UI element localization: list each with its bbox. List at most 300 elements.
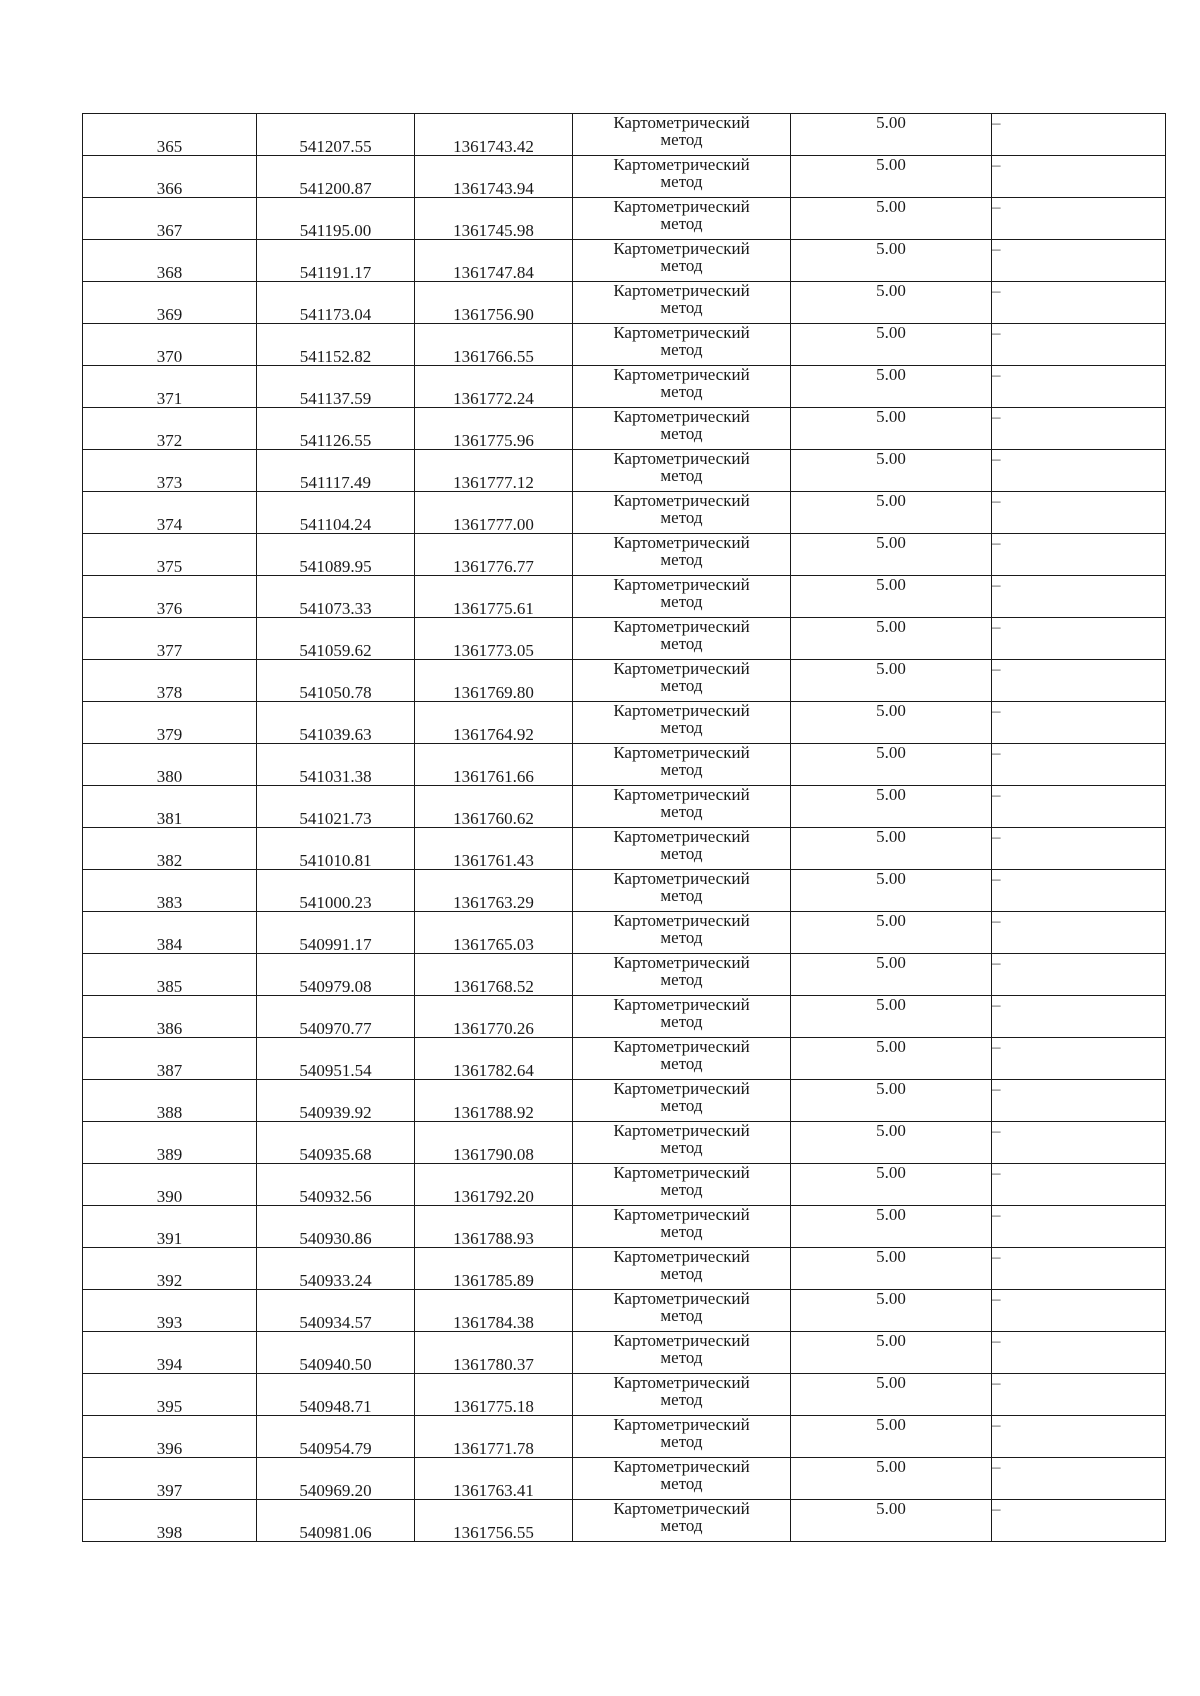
x-coordinate-cell: 541191.17 [257, 240, 415, 282]
point-number-cell: 398 [83, 1500, 257, 1542]
method-line-2: метод [660, 1096, 703, 1115]
note-cell: – [992, 870, 1166, 912]
method-cell [573, 954, 791, 996]
method-cell [573, 1206, 791, 1248]
table-row [83, 1248, 1166, 1290]
y-coordinate-cell: 1361790.08 [415, 1122, 573, 1164]
y-coordinate-cell: 1361780.37 [415, 1332, 573, 1374]
method-line-2: метод [660, 382, 703, 401]
accuracy-cell: 5.00 [791, 1374, 992, 1416]
x-coordinate-cell: 541126.55 [257, 408, 415, 450]
method-line-2: метод [660, 886, 703, 905]
accuracy-cell: 5.00 [791, 450, 992, 492]
accuracy-cell: 5.00 [791, 534, 992, 576]
y-coordinate-cell: 1361769.80 [415, 660, 573, 702]
point-number-cell: 365 [83, 114, 257, 156]
method-line-2: метод [660, 802, 703, 821]
note-cell: – [992, 1080, 1166, 1122]
accuracy-cell: 5.00 [791, 702, 992, 744]
point-number-cell: 367 [83, 198, 257, 240]
table-row [83, 954, 1166, 996]
x-coordinate-cell: 540969.20 [257, 1458, 415, 1500]
table-row [83, 1206, 1166, 1248]
method-line-2: метод [660, 1432, 703, 1451]
accuracy-cell: 5.00 [791, 198, 992, 240]
method-cell [573, 282, 791, 324]
method-line-1: Картометрический [613, 953, 750, 972]
accuracy-cell: 5.00 [791, 996, 992, 1038]
method-line-1: Картометрический [613, 575, 750, 594]
x-coordinate-cell: 541173.04 [257, 282, 415, 324]
accuracy-cell: 5.00 [791, 408, 992, 450]
accuracy-cell: 5.00 [791, 618, 992, 660]
table-row [83, 282, 1166, 324]
note-cell: – [992, 660, 1166, 702]
note-cell: – [992, 534, 1166, 576]
method-line-2: метод [660, 550, 703, 569]
table-row [83, 660, 1166, 702]
note-cell: – [992, 954, 1166, 996]
x-coordinate-cell: 540948.71 [257, 1374, 415, 1416]
method-line-2: метод [660, 1306, 703, 1325]
method-cell [573, 534, 791, 576]
method-line-2: метод [660, 1264, 703, 1283]
accuracy-cell: 5.00 [791, 1164, 992, 1206]
point-number-cell: 392 [83, 1248, 257, 1290]
point-number-cell: 378 [83, 660, 257, 702]
method-line-2: метод [660, 970, 703, 989]
accuracy-cell: 5.00 [791, 1332, 992, 1374]
x-coordinate-cell: 540991.17 [257, 912, 415, 954]
method-cell [573, 450, 791, 492]
method-line-1: Картометрический [613, 1331, 750, 1350]
y-coordinate-cell: 1361768.52 [415, 954, 573, 996]
table-row [83, 1038, 1166, 1080]
method-line-2: метод [660, 1516, 703, 1535]
method-line-1: Картометрический [613, 1205, 750, 1224]
note-cell: – [992, 240, 1166, 282]
point-number-cell: 394 [83, 1332, 257, 1374]
x-coordinate-cell: 541195.00 [257, 198, 415, 240]
method-cell [573, 156, 791, 198]
method-line-2: метод [660, 1054, 703, 1073]
method-line-1: Картометрический [613, 911, 750, 930]
x-coordinate-cell: 541104.24 [257, 492, 415, 534]
point-number-cell: 389 [83, 1122, 257, 1164]
x-coordinate-cell: 540981.06 [257, 1500, 415, 1542]
method-line-1: Картометрический [613, 407, 750, 426]
note-cell: – [992, 618, 1166, 660]
y-coordinate-cell: 1361756.55 [415, 1500, 573, 1542]
method-line-1: Картометрический [613, 827, 750, 846]
method-line-2: метод [660, 1222, 703, 1241]
table-row [83, 1332, 1166, 1374]
method-line-1: Картометрический [613, 1121, 750, 1140]
method-line-1: Картометрический [613, 743, 750, 762]
y-coordinate-cell: 1361763.29 [415, 870, 573, 912]
x-coordinate-cell: 540940.50 [257, 1332, 415, 1374]
note-cell: – [992, 576, 1166, 618]
point-number-cell: 375 [83, 534, 257, 576]
x-coordinate-cell: 541039.63 [257, 702, 415, 744]
accuracy-cell: 5.00 [791, 156, 992, 198]
point-number-cell: 381 [83, 786, 257, 828]
accuracy-cell: 5.00 [791, 786, 992, 828]
method-cell [573, 492, 791, 534]
accuracy-cell: 5.00 [791, 282, 992, 324]
point-number-cell: 386 [83, 996, 257, 1038]
method-line-1: Картометрический [613, 1289, 750, 1308]
y-coordinate-cell: 1361776.77 [415, 534, 573, 576]
coordinates-table [82, 113, 1166, 1542]
method-line-2: метод [660, 424, 703, 443]
x-coordinate-cell: 540935.68 [257, 1122, 415, 1164]
table-row [83, 996, 1166, 1038]
point-number-cell: 377 [83, 618, 257, 660]
table-row [83, 324, 1166, 366]
x-coordinate-cell: 541152.82 [257, 324, 415, 366]
table-row [83, 408, 1166, 450]
table-row [83, 450, 1166, 492]
y-coordinate-cell: 1361743.42 [415, 114, 573, 156]
accuracy-cell: 5.00 [791, 114, 992, 156]
note-cell: – [992, 324, 1166, 366]
table-row [83, 576, 1166, 618]
accuracy-cell: 5.00 [791, 1080, 992, 1122]
point-number-cell: 370 [83, 324, 257, 366]
y-coordinate-cell: 1361764.92 [415, 702, 573, 744]
accuracy-cell: 5.00 [791, 1122, 992, 1164]
note-cell: – [992, 996, 1166, 1038]
method-line-1: Картометрический [613, 1415, 750, 1434]
method-cell [573, 576, 791, 618]
note-cell: – [992, 912, 1166, 954]
x-coordinate-cell: 541207.55 [257, 114, 415, 156]
point-number-cell: 374 [83, 492, 257, 534]
point-number-cell: 368 [83, 240, 257, 282]
y-coordinate-cell: 1361771.78 [415, 1416, 573, 1458]
y-coordinate-cell: 1361785.89 [415, 1248, 573, 1290]
table-row [83, 114, 1166, 156]
y-coordinate-cell: 1361777.00 [415, 492, 573, 534]
y-coordinate-cell: 1361792.20 [415, 1164, 573, 1206]
note-cell: – [992, 282, 1166, 324]
method-line-1: Картометрический [613, 155, 750, 174]
method-line-1: Картометрический [613, 1373, 750, 1392]
accuracy-cell: 5.00 [791, 828, 992, 870]
note-cell: – [992, 828, 1166, 870]
y-coordinate-cell: 1361745.98 [415, 198, 573, 240]
accuracy-cell: 5.00 [791, 1500, 992, 1542]
table-row [83, 156, 1166, 198]
method-line-2: метод [660, 466, 703, 485]
y-coordinate-cell: 1361788.92 [415, 1080, 573, 1122]
table-row [83, 1122, 1166, 1164]
method-line-1: Картометрический [613, 701, 750, 720]
point-number-cell: 388 [83, 1080, 257, 1122]
method-line-2: метод [660, 928, 703, 947]
note-cell: – [992, 1122, 1166, 1164]
method-line-1: Картометрический [613, 1247, 750, 1266]
note-cell: – [992, 1038, 1166, 1080]
method-line-2: метод [660, 1390, 703, 1409]
x-coordinate-cell: 540933.24 [257, 1248, 415, 1290]
note-cell: – [992, 1374, 1166, 1416]
note-cell: – [992, 1206, 1166, 1248]
y-coordinate-cell: 1361761.66 [415, 744, 573, 786]
note-cell: – [992, 450, 1166, 492]
note-cell: – [992, 114, 1166, 156]
y-coordinate-cell: 1361747.84 [415, 240, 573, 282]
table-row [83, 1164, 1166, 1206]
x-coordinate-cell: 541117.49 [257, 450, 415, 492]
accuracy-cell: 5.00 [791, 1458, 992, 1500]
method-line-1: Картометрический [613, 617, 750, 636]
method-line-2: метод [660, 1180, 703, 1199]
x-coordinate-cell: 541000.23 [257, 870, 415, 912]
accuracy-cell: 5.00 [791, 744, 992, 786]
point-number-cell: 396 [83, 1416, 257, 1458]
note-cell: – [992, 366, 1166, 408]
y-coordinate-cell: 1361775.96 [415, 408, 573, 450]
y-coordinate-cell: 1361772.24 [415, 366, 573, 408]
method-line-2: метод [660, 592, 703, 611]
accuracy-cell: 5.00 [791, 576, 992, 618]
point-number-cell: 366 [83, 156, 257, 198]
table-row [83, 492, 1166, 534]
table-row [83, 1500, 1166, 1542]
method-line-2: метод [660, 130, 703, 149]
y-coordinate-cell: 1361743.94 [415, 156, 573, 198]
table-row [83, 786, 1166, 828]
note-cell: – [992, 156, 1166, 198]
x-coordinate-cell: 541050.78 [257, 660, 415, 702]
y-coordinate-cell: 1361773.05 [415, 618, 573, 660]
y-coordinate-cell: 1361765.03 [415, 912, 573, 954]
method-line-1: Картометрический [613, 113, 750, 132]
y-coordinate-cell: 1361770.26 [415, 996, 573, 1038]
table-row [83, 534, 1166, 576]
note-cell: – [992, 786, 1166, 828]
method-cell [573, 618, 791, 660]
x-coordinate-cell: 541031.38 [257, 744, 415, 786]
table-row [83, 912, 1166, 954]
point-number-cell: 369 [83, 282, 257, 324]
method-line-1: Картометрический [613, 1457, 750, 1476]
note-cell: – [992, 492, 1166, 534]
method-line-2: метод [660, 1348, 703, 1367]
method-line-2: метод [660, 298, 703, 317]
coordinates-table-body [83, 114, 1166, 1542]
accuracy-cell: 5.00 [791, 366, 992, 408]
method-line-2: метод [660, 508, 703, 527]
table-row [83, 828, 1166, 870]
method-cell [573, 1122, 791, 1164]
point-number-cell: 373 [83, 450, 257, 492]
point-number-cell: 371 [83, 366, 257, 408]
x-coordinate-cell: 540939.92 [257, 1080, 415, 1122]
accuracy-cell: 5.00 [791, 1290, 992, 1332]
table-row [83, 198, 1166, 240]
note-cell: – [992, 1290, 1166, 1332]
method-line-2: метод [660, 214, 703, 233]
x-coordinate-cell: 541059.62 [257, 618, 415, 660]
method-line-1: Картометрический [613, 995, 750, 1014]
method-cell [573, 702, 791, 744]
method-line-1: Картометрический [613, 1079, 750, 1098]
note-cell: – [992, 1416, 1166, 1458]
accuracy-cell: 5.00 [791, 1206, 992, 1248]
point-number-cell: 387 [83, 1038, 257, 1080]
method-cell [573, 828, 791, 870]
note-cell: – [992, 198, 1166, 240]
method-cell [573, 660, 791, 702]
method-cell [573, 366, 791, 408]
y-coordinate-cell: 1361763.41 [415, 1458, 573, 1500]
point-number-cell: 382 [83, 828, 257, 870]
method-line-1: Картометрический [613, 659, 750, 678]
method-line-1: Картометрический [613, 785, 750, 804]
table-row [83, 240, 1166, 282]
method-cell [573, 1374, 791, 1416]
x-coordinate-cell: 540932.56 [257, 1164, 415, 1206]
y-coordinate-cell: 1361760.62 [415, 786, 573, 828]
point-number-cell: 376 [83, 576, 257, 618]
method-cell [573, 912, 791, 954]
table-row [83, 1374, 1166, 1416]
method-line-1: Картометрический [613, 323, 750, 342]
y-coordinate-cell: 1361775.18 [415, 1374, 573, 1416]
note-cell: – [992, 1500, 1166, 1542]
method-line-2: метод [660, 1012, 703, 1031]
point-number-cell: 384 [83, 912, 257, 954]
method-cell [573, 408, 791, 450]
method-line-1: Картометрический [613, 1037, 750, 1056]
method-cell [573, 1164, 791, 1206]
method-line-1: Картометрический [613, 449, 750, 468]
point-number-cell: 397 [83, 1458, 257, 1500]
method-line-2: метод [660, 676, 703, 695]
method-cell [573, 1416, 791, 1458]
method-line-2: метод [660, 634, 703, 653]
method-cell [573, 198, 791, 240]
note-cell: – [992, 1164, 1166, 1206]
y-coordinate-cell: 1361777.12 [415, 450, 573, 492]
method-cell [573, 324, 791, 366]
point-number-cell: 395 [83, 1374, 257, 1416]
method-line-1: Картометрический [613, 1163, 750, 1182]
accuracy-cell: 5.00 [791, 954, 992, 996]
accuracy-cell: 5.00 [791, 1416, 992, 1458]
method-cell [573, 1248, 791, 1290]
y-coordinate-cell: 1361766.55 [415, 324, 573, 366]
method-cell [573, 786, 791, 828]
accuracy-cell: 5.00 [791, 240, 992, 282]
method-line-1: Картометрический [613, 239, 750, 258]
x-coordinate-cell: 540930.86 [257, 1206, 415, 1248]
accuracy-cell: 5.00 [791, 1038, 992, 1080]
method-cell [573, 1500, 791, 1542]
method-line-2: метод [660, 844, 703, 863]
method-line-1: Картометрический [613, 1499, 750, 1518]
x-coordinate-cell: 540934.57 [257, 1290, 415, 1332]
x-coordinate-cell: 540970.77 [257, 996, 415, 1038]
table-row [83, 870, 1166, 912]
table-row [83, 618, 1166, 660]
method-line-1: Картометрический [613, 281, 750, 300]
table-row [83, 1080, 1166, 1122]
y-coordinate-cell: 1361784.38 [415, 1290, 573, 1332]
method-line-2: метод [660, 1474, 703, 1493]
method-line-2: метод [660, 340, 703, 359]
x-coordinate-cell: 541021.73 [257, 786, 415, 828]
method-cell [573, 870, 791, 912]
note-cell: – [992, 702, 1166, 744]
method-cell [573, 1332, 791, 1374]
note-cell: – [992, 1332, 1166, 1374]
accuracy-cell: 5.00 [791, 1248, 992, 1290]
method-line-2: метод [660, 1138, 703, 1157]
x-coordinate-cell: 541137.59 [257, 366, 415, 408]
method-line-2: метод [660, 256, 703, 275]
accuracy-cell: 5.00 [791, 492, 992, 534]
point-number-cell: 379 [83, 702, 257, 744]
method-cell [573, 114, 791, 156]
y-coordinate-cell: 1361775.61 [415, 576, 573, 618]
y-coordinate-cell: 1361756.90 [415, 282, 573, 324]
point-number-cell: 391 [83, 1206, 257, 1248]
accuracy-cell: 5.00 [791, 324, 992, 366]
point-number-cell: 390 [83, 1164, 257, 1206]
method-line-1: Картометрический [613, 869, 750, 888]
x-coordinate-cell: 541200.87 [257, 156, 415, 198]
x-coordinate-cell: 541010.81 [257, 828, 415, 870]
accuracy-cell: 5.00 [791, 870, 992, 912]
method-line-1: Картометрический [613, 533, 750, 552]
accuracy-cell: 5.00 [791, 660, 992, 702]
x-coordinate-cell: 540954.79 [257, 1416, 415, 1458]
note-cell: – [992, 408, 1166, 450]
point-number-cell: 380 [83, 744, 257, 786]
method-cell [573, 240, 791, 282]
method-cell [573, 1080, 791, 1122]
x-coordinate-cell: 541089.95 [257, 534, 415, 576]
point-number-cell: 372 [83, 408, 257, 450]
table-row [83, 1416, 1166, 1458]
note-cell: – [992, 744, 1166, 786]
accuracy-cell: 5.00 [791, 912, 992, 954]
table-row [83, 744, 1166, 786]
point-number-cell: 393 [83, 1290, 257, 1332]
point-number-cell: 383 [83, 870, 257, 912]
point-number-cell: 385 [83, 954, 257, 996]
table-row [83, 702, 1166, 744]
note-cell: – [992, 1458, 1166, 1500]
y-coordinate-cell: 1361782.64 [415, 1038, 573, 1080]
method-line-1: Картометрический [613, 197, 750, 216]
table-row [83, 1290, 1166, 1332]
method-cell [573, 996, 791, 1038]
method-cell [573, 1458, 791, 1500]
method-line-2: метод [660, 718, 703, 737]
method-line-2: метод [660, 760, 703, 779]
table-row [83, 366, 1166, 408]
note-cell: – [992, 1248, 1166, 1290]
y-coordinate-cell: 1361788.93 [415, 1206, 573, 1248]
method-line-1: Картометрический [613, 365, 750, 384]
y-coordinate-cell: 1361761.43 [415, 828, 573, 870]
x-coordinate-cell: 541073.33 [257, 576, 415, 618]
